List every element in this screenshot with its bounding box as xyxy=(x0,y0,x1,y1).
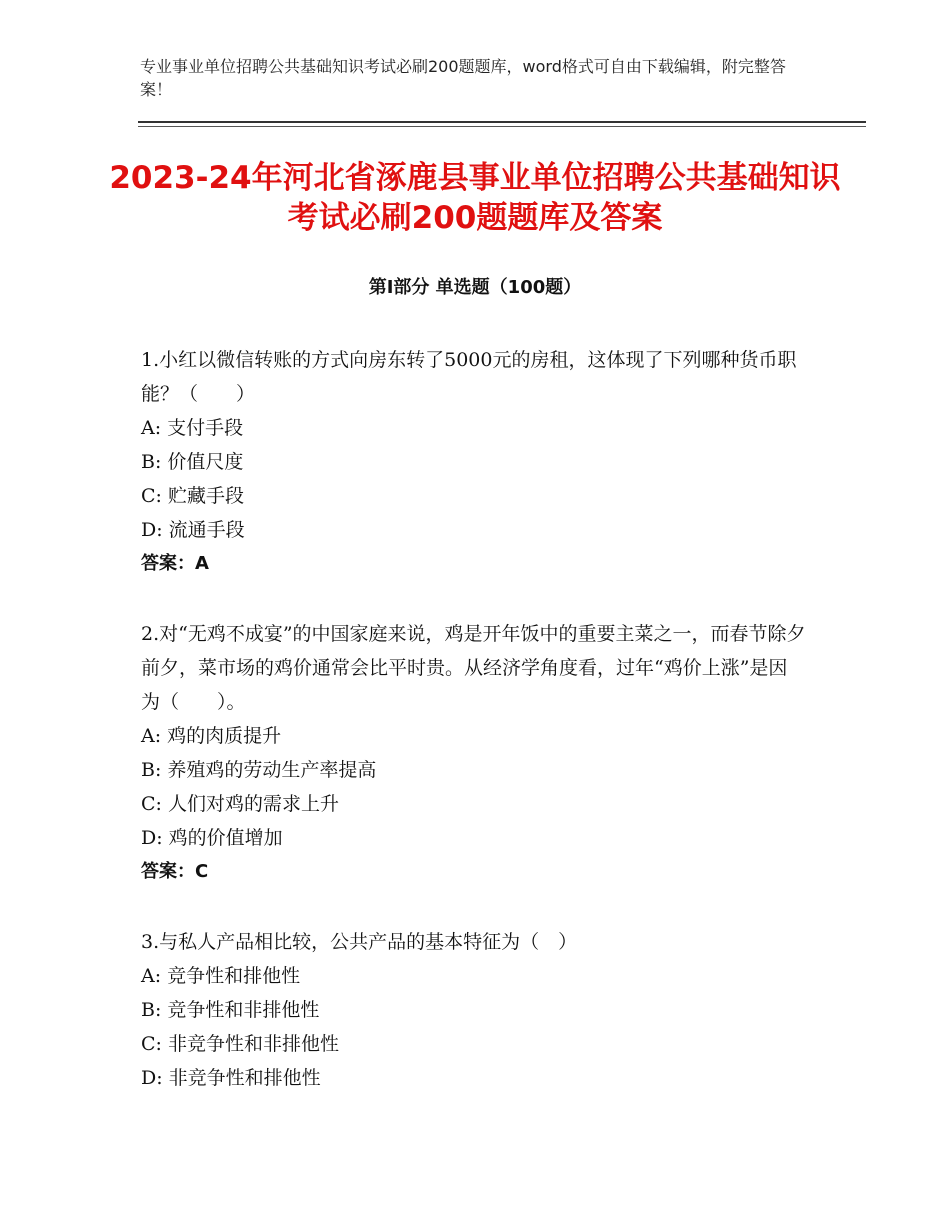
option-d[interactable]: D: 鸡的价值增加 xyxy=(141,827,283,849)
option-c[interactable]: C: 非竞争性和非排他性 xyxy=(141,1033,339,1055)
question-list xyxy=(141,343,806,1131)
option-d[interactable]: D: 非竞争性和排他性 xyxy=(141,1067,321,1089)
option-c[interactable]: C: 人们对鸡的需求上升 xyxy=(141,793,339,815)
question-1 xyxy=(141,343,806,581)
header-divider-thin xyxy=(138,126,866,127)
answer-label: 答案：A xyxy=(141,553,209,574)
option-b[interactable]: B: 竞争性和非排他性 xyxy=(141,999,320,1021)
header-divider-thick xyxy=(138,121,866,123)
header-note: 专业事业单位招聘公共基础知识考试必刷200题题库，word格式可自由下载编辑，附完整答案！ xyxy=(140,57,786,99)
section-title: 第Ⅰ部分 单选题（100题） xyxy=(368,277,582,298)
option-d[interactable]: D: 流通手段 xyxy=(141,519,245,541)
option-a[interactable]: A: 鸡的肉质提升 xyxy=(141,725,282,747)
option-a[interactable]: A: 支付手段 xyxy=(141,417,244,439)
question-text: 3.与私人产品相比较，公共产品的基本特征为（ ） xyxy=(141,931,578,953)
question-2 xyxy=(141,617,806,889)
option-a[interactable]: A: 竞争性和排他性 xyxy=(141,965,301,987)
question-3 xyxy=(141,925,806,1095)
option-b[interactable]: B: 养殖鸡的劳动生产率提高 xyxy=(141,759,377,781)
option-c[interactable]: C: 贮藏手段 xyxy=(141,485,244,507)
option-b[interactable]: B: 价值尺度 xyxy=(141,451,244,473)
answer-label: 答案：C xyxy=(141,861,209,882)
question-text: 2.对“无鸡不成宴”的中国家庭来说，鸡是开年饭中的重要主菜之一，而春节除夕前夕，菜市场的鸡价通常会比平时贵。从经济学角度看，过年“鸡价上涨”是因为（ ）。 xyxy=(141,623,806,713)
question-text: 1.小红以微信转账的方式向房东转了5000元的房租，这体现了下列哪种货币职能？（ ） xyxy=(141,349,797,405)
document-title: 2023-24年河北省涿鹿县事业单位招聘公共基础知识考试必刷200题题库及答案 xyxy=(109,160,841,236)
